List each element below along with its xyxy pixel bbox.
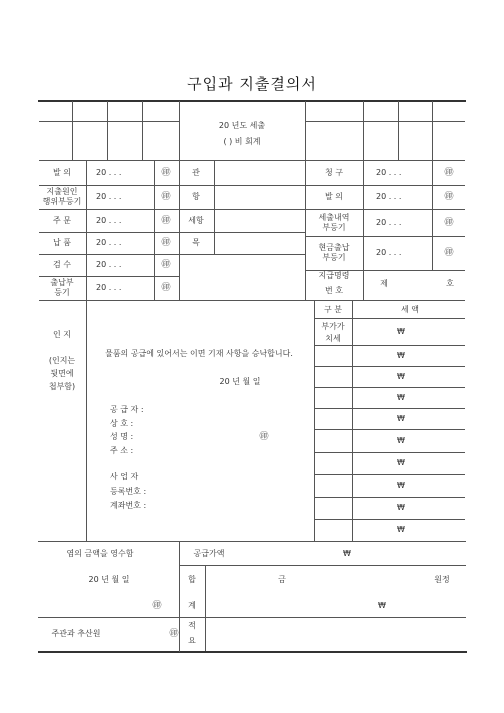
remarks-label-1: 적 [188, 621, 196, 630]
vat-label-2: 치세 [325, 334, 341, 343]
vertical-rule [154, 160, 155, 300]
vertical-rule [142, 101, 143, 161]
vertical-rule [107, 101, 108, 161]
stamp-label: 인 지 [53, 330, 71, 339]
vertical-rule [314, 300, 315, 541]
seal-mark: ㊞ [161, 283, 171, 293]
left-row-date: 20 . . . [96, 238, 122, 247]
vertical-rule [179, 541, 180, 652]
seal-mark: ㊞ [161, 215, 171, 226]
vertical-rule [363, 101, 364, 161]
won-symbol: ₩ [397, 371, 405, 381]
total-label-1: 합 [188, 575, 196, 584]
vertical-rule [86, 300, 87, 541]
receipt-text: 염의 금액을 영수함 [66, 549, 134, 558]
payment-order-suffix: 호 [446, 279, 454, 288]
horizontal-rule [39, 209, 179, 210]
payment-order-label: 지급명령 [318, 271, 350, 280]
payment-order-label-2: 번 호 [325, 286, 343, 295]
left-row-date: 20 . . . [96, 283, 122, 292]
right-row-label: 청 구 [325, 167, 343, 177]
supplier-field-label: 상 호 : [110, 419, 134, 428]
supplier-field-label: 등록번호 : [110, 487, 147, 496]
seal-mark: ㊞ [444, 192, 454, 202]
supplier-field-label: 성 명 : [110, 432, 134, 441]
vertical-rule [179, 160, 180, 300]
supply-price-label: 공급가액 [193, 549, 225, 558]
horizontal-rule [305, 121, 465, 122]
right-row-date: 20 . . . [376, 192, 402, 201]
seal-mark: ㊞ [444, 248, 454, 258]
vertical-rule [305, 160, 306, 300]
receipt-date: 20 년 월 일 [88, 575, 130, 584]
horizontal-rule [179, 209, 305, 210]
stamp-note: 뒷면에 [50, 369, 74, 378]
right-row-label: 발 의 [325, 192, 343, 201]
vertical-rule [72, 101, 73, 161]
total-won: ₩ [378, 601, 386, 610]
seal-mark: ㊞ [161, 167, 171, 178]
won-symbol: ₩ [397, 525, 405, 534]
vertical-rule [363, 160, 364, 300]
won-symbol: ₩ [397, 480, 405, 490]
vertical-rule [432, 101, 433, 161]
horizontal-rule [39, 121, 179, 122]
header-year: 20 년도 세출 [218, 121, 266, 130]
vertical-rule [179, 101, 180, 161]
won-symbol: ₩ [397, 503, 405, 512]
supplier-field-label: 공 급 자 : [110, 405, 144, 414]
manager-label: 주관과 추산원 [51, 629, 101, 638]
right-row-date: 20 . . . [376, 248, 402, 257]
vertical-rule [432, 160, 433, 270]
vertical-rule [86, 160, 87, 300]
seal-mark: ㊞ [444, 167, 454, 178]
horizontal-rule [39, 276, 179, 277]
supplier-field-label: 계좌번호 : [110, 501, 147, 510]
horizontal-rule [39, 254, 179, 255]
left-row-label: 발 의 [53, 167, 71, 177]
left-row-label: 납 품 [53, 238, 71, 247]
horizontal-rule [179, 185, 305, 186]
horizontal-rule [314, 318, 465, 319]
supplier-field-label: 사 업 자 [110, 472, 139, 481]
won-symbol: ₩ [397, 413, 405, 423]
page-title: 구입과 지출결의서 [187, 75, 317, 93]
horizontal-rule [38, 617, 179, 618]
remarks-label-2: 요 [188, 636, 196, 645]
seal-mark: ㊞ [169, 629, 179, 639]
promise-date: 20 년 월 일 [219, 377, 261, 386]
left-row-date: 20 . . . [96, 215, 122, 225]
horizontal-rule [38, 651, 467, 653]
horizontal-rule [314, 497, 465, 498]
won-symbol: ₩ [397, 350, 405, 360]
left-row-label: 주 문 [53, 215, 71, 225]
vertical-rule [205, 565, 206, 651]
horizontal-rule [39, 160, 465, 161]
seal-mark: ㊞ [152, 601, 162, 611]
won-symbol: ₩ [397, 326, 405, 336]
vat-label: 부가가 [321, 322, 345, 331]
horizontal-rule [314, 387, 465, 388]
horizontal-rule [314, 429, 465, 430]
horizontal-rule [39, 185, 179, 186]
right-row-date: 20 . . . [376, 167, 402, 177]
total-label-2: 계 [188, 601, 196, 610]
right-row-label-2: 부등기 [322, 253, 346, 262]
payment-order-prefix: 제 [380, 279, 388, 288]
seal-mark: ㊞ [161, 192, 171, 202]
horizontal-rule [305, 185, 465, 186]
horizontal-rule [314, 408, 465, 409]
horizontal-rule [38, 100, 466, 102]
won-symbol: ₩ [397, 392, 405, 402]
promise-text: 물품의 공급에 있어서는 이면 기재 사항을 승낙합니다. [105, 349, 293, 358]
right-row-label-2: 부등기 [322, 222, 346, 232]
right-row-label: 현금출납 [318, 243, 350, 252]
tax-header-left: 구 분 [324, 305, 342, 314]
horizontal-rule [39, 300, 465, 301]
won-symbol: ₩ [397, 458, 405, 467]
seal-mark: ㊞ [444, 217, 454, 228]
stamp-note: (인지는 [48, 356, 76, 365]
supplier-field-label: 주 소 : [110, 446, 134, 455]
vertical-rule [398, 101, 399, 161]
budget-hang: 항 [192, 192, 200, 201]
horizontal-rule [314, 519, 465, 520]
horizontal-rule [305, 209, 465, 210]
horizontal-rule [314, 366, 465, 367]
supply-price-won: ₩ [343, 549, 351, 558]
budget-sehang: 세항 [188, 216, 204, 225]
seal-mark: ㊞ [161, 260, 171, 270]
left-row-date: 20 . . . [96, 167, 122, 177]
seal-mark: ㊞ [161, 238, 171, 248]
horizontal-rule [179, 232, 305, 233]
stamp-note: 첩부함) [48, 382, 76, 391]
horizontal-rule [314, 452, 465, 453]
left-row-label-2: 행위부등기 [42, 197, 82, 206]
vertical-rule [305, 101, 306, 161]
right-row-date: 20 . . . [376, 217, 402, 227]
header-account: ( ) 비 회계 [223, 137, 261, 146]
left-row-label: 검 수 [53, 260, 71, 269]
budget-mok: 목 [192, 238, 200, 247]
left-row-label: 지출원인 [46, 187, 78, 196]
total-won-text: 원정 [434, 575, 450, 584]
horizontal-rule [305, 236, 465, 237]
horizontal-rule [179, 565, 466, 566]
horizontal-rule [314, 345, 465, 346]
right-row-label: 세출내역 [318, 212, 350, 222]
vertical-rule [214, 160, 215, 255]
budget-gwan: 관 [192, 168, 200, 177]
won-symbol: ₩ [397, 435, 405, 445]
left-row-label: 출납부 [50, 278, 74, 287]
seal-mark: ㊞ [259, 432, 269, 442]
tax-header-right: 세 액 [401, 305, 419, 314]
vertical-rule [352, 300, 353, 541]
left-row-label-2: 등기 [54, 288, 70, 297]
horizontal-rule [39, 232, 179, 233]
horizontal-rule [179, 617, 466, 618]
left-row-date: 20 . . . [96, 260, 122, 269]
total-geum: 금 [278, 575, 286, 584]
horizontal-rule [314, 474, 465, 475]
horizontal-rule [179, 254, 305, 255]
horizontal-rule [38, 541, 466, 542]
left-row-date: 20 . . . [96, 192, 122, 201]
